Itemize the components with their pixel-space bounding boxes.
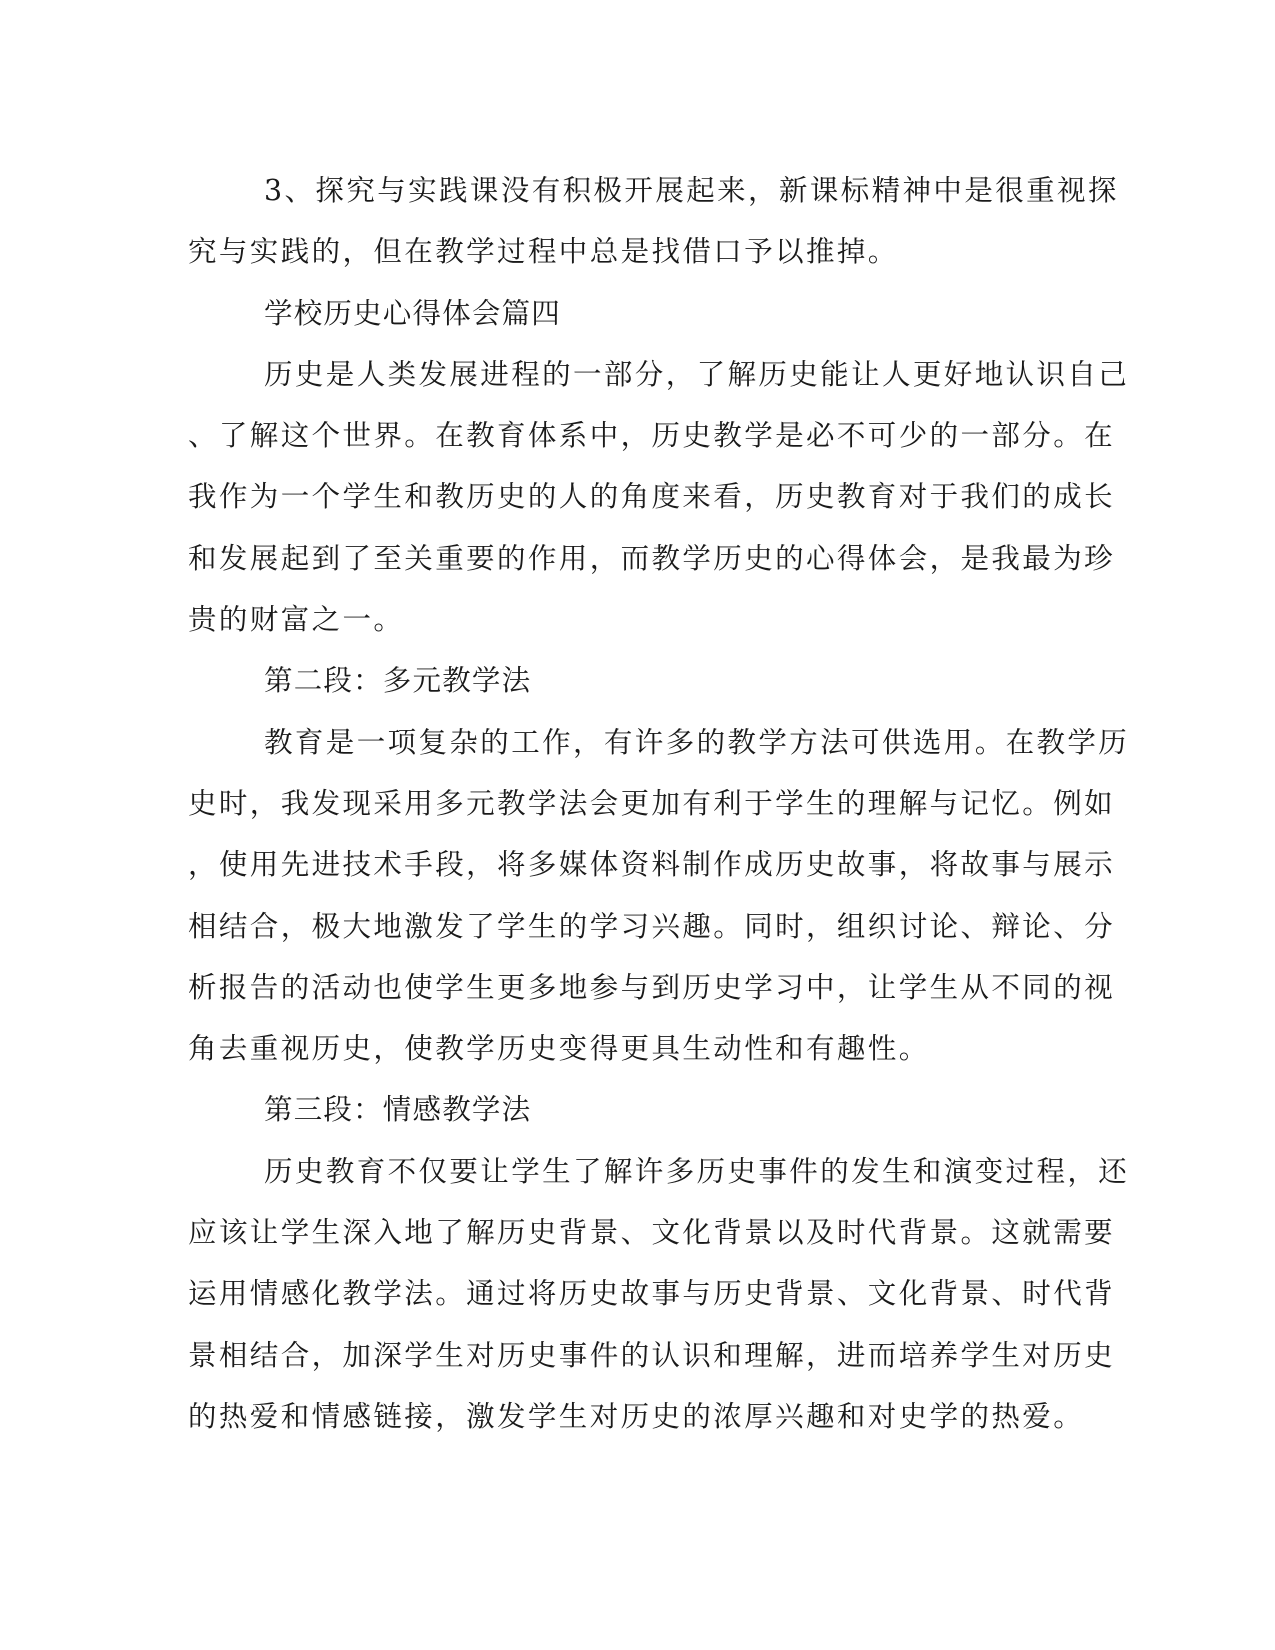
section-title: 学校历史心得体会篇四 [264, 296, 562, 330]
paragraph-line: 和发展起到了至关重要的作用，而教学历史的心得体会，是我最为珍 [188, 541, 1116, 575]
paragraph-line: 历史是人类发展进程的一部分，了解历史能让人更好地认识自己 [264, 357, 1130, 391]
paragraph-line: 景相结合，加深学生对历史事件的认识和理解，进而培养学生对历史 [188, 1338, 1116, 1372]
paragraph-line: 贵的财富之一。 [188, 603, 405, 637]
paragraph-line: 的热爱和情感链接，激发学生对历史的浓厚兴趣和对史学的热爱。 [188, 1399, 1085, 1433]
paragraph-line: 析报告的活动也使学生更多地参与到历史学习中，让学生从不同的视 [188, 970, 1116, 1004]
paragraph-line: 我作为一个学生和教历史的人的角度来看，历史教育对于我们的成长 [188, 480, 1116, 514]
section-heading: 第二段：多元教学法 [264, 664, 532, 698]
paragraph-line: 应该让学生深入地了解历史背景、文化背景以及时代背景。这就需要 [188, 1216, 1116, 1250]
paragraph-line: 角去重视历史，使教学历史变得更具生动性和有趣性。 [188, 1032, 930, 1066]
paragraph-line: 运用情感化教学法。通过将历史故事与历史背景、文化背景、时代背 [188, 1277, 1116, 1311]
paragraph-line: 究与实践的，但在教学过程中总是找借口予以推掉。 [188, 235, 899, 269]
paragraph-line: 教育是一项复杂的工作，有许多的教学方法可供选用。在教学历 [264, 725, 1130, 759]
paragraph-line: 历史教育不仅要让学生了解许多历史事件的发生和演变过程，还 [264, 1154, 1130, 1188]
paragraph-line: 史时，我发现采用多元教学法会更加有利于学生的理解与记忆。例如 [188, 786, 1116, 820]
document-body [188, 160, 1130, 1447]
paragraph-line: ，使用先进技术手段，将多媒体资料制作成历史故事，将故事与展示 [188, 848, 1116, 882]
paragraph-line: 相结合，极大地激发了学生的学习兴趣。同时，组织讨论、辩论、分 [188, 909, 1116, 943]
paragraph-line: 3、探究与实践课没有积极开展起来，新课标精神中是很重视探 [264, 174, 1119, 207]
section-heading: 第三段：情感教学法 [264, 1093, 532, 1127]
paragraph-line: 、了解这个世界。在教育体系中，历史教学是必不可少的一部分。在 [188, 419, 1116, 453]
